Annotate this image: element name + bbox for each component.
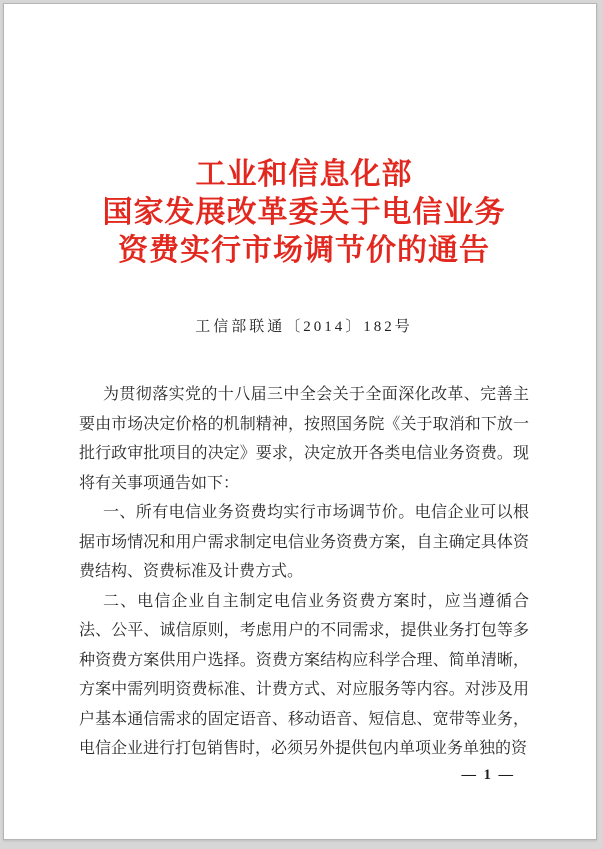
- document-title: [79, 156, 529, 270]
- paragraph-item-1: 一、所有电信业务资费均实行市场调节价。电信企业可以根据市场情况和用户需求制定电信业务资费方案，自主确定具体资费结构、资费标准及计费方式。: [79, 504, 529, 580]
- paragraph-intro: 为贯彻落实党的十八届三中全会关于全面深化改革、完善主要由市场决定价格的机制精神，按照国务院《关于取消和下放一批行政审批项目的决定》要求，决定放开各类电信业务资费。现将有关事项通告如下：: [79, 386, 529, 492]
- document-content: [79, 156, 529, 784]
- page-number: — 1 —: [461, 766, 515, 783]
- paragraph-item-2: 二、电信企业自主制定电信业务资费方案时，应当遵循合法、公平、诚信原则，考虑用户的不同需求，提供业务打包等多种资费方案供用户选择。资费方案结构应科学合理、简单清晰，方案中需列明资费标准、计费方式、对应服务等内容。对涉及用户基本通信需求的固定语音、移动语音、短信息、宽带等业务，电信企业进行打包销售时，必须另外提供包内单项业务单独的资: [79, 592, 529, 757]
- title-line-1: 工业和信息化部: [195, 158, 413, 191]
- document-body: [79, 380, 529, 764]
- title-line-2: 国家发展改革委关于电信业务: [102, 196, 506, 229]
- document-page: [3, 3, 597, 840]
- document-number: 工信部联通〔2014〕182号: [195, 319, 413, 335]
- title-line-3: 资费实行市场调节价的通告: [118, 234, 490, 267]
